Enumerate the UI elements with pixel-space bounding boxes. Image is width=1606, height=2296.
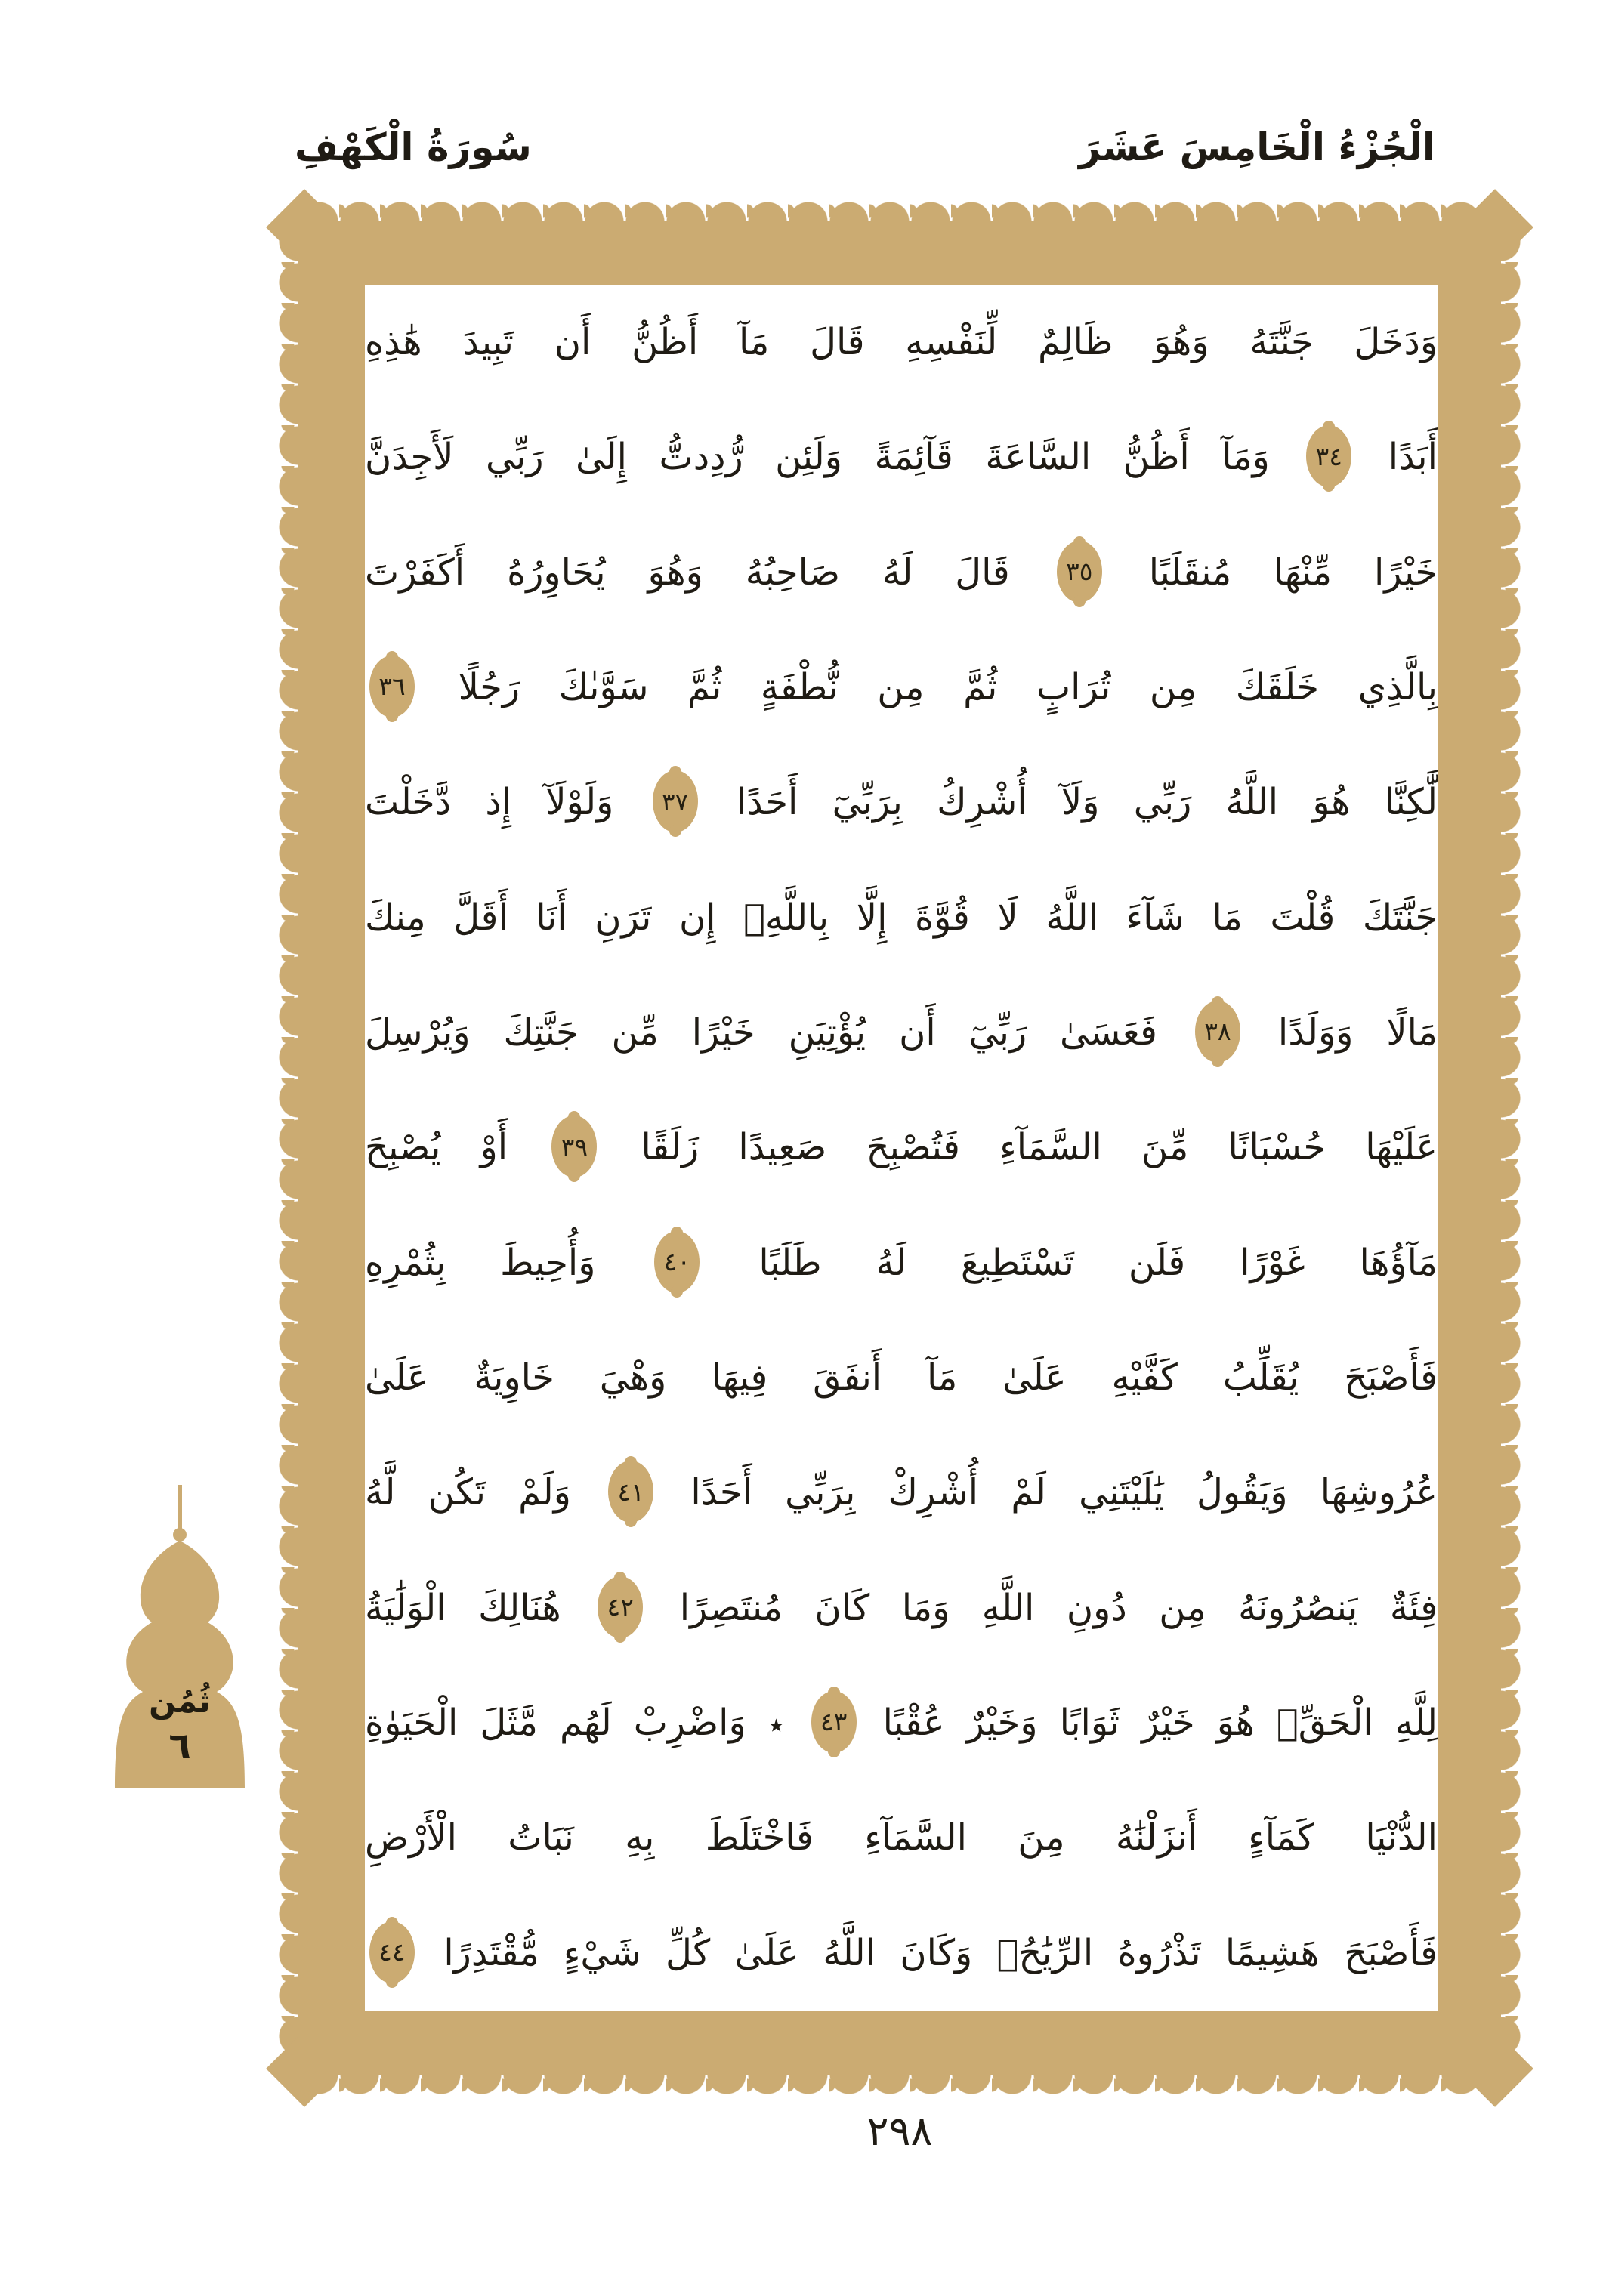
quran-line <box>365 1780 1438 1895</box>
verse-number-badge <box>608 1461 653 1523</box>
ayah-text: هُنَالِكَ الْوَلَٰيَةُ <box>365 1586 561 1629</box>
ayah-text: لِلَّهِ الْحَقِّۚ هُوَ خَيْرٌ ثَوَابًا وَخَيْرٌ عُقْبًا <box>882 1701 1438 1744</box>
ayah-text: فَأَصْبَحَ هَشِيمًا تَذْرُوهُ الرِّيَٰحُۗ وَكَانَ اللَّهُ عَلَىٰ كُلِّ شَيْءٍ مُّقْتَدِرًا <box>443 1931 1438 1974</box>
verse-number: ٤٢ <box>607 1592 634 1622</box>
ayah-text: مَآؤُهَا غَوْرًا فَلَن تَسْتَطِيعَ لَهُ طَلَبًا <box>758 1241 1438 1284</box>
ayah-text: أَوْ يُصْبِحَ <box>365 1126 508 1169</box>
quran-line <box>365 515 1438 630</box>
ayah-text: مَالًا وَوَلَدًا <box>1277 1011 1438 1054</box>
verse-number: ٣٦ <box>378 671 406 702</box>
verse-number-badge <box>654 1231 700 1293</box>
frame-scallop-top <box>298 202 1501 221</box>
quran-line <box>365 1551 1438 1665</box>
quran-line <box>365 1665 1438 1780</box>
quran-line <box>365 1435 1438 1550</box>
ayah-text: خَيْرًا مِّنْهَا مُنقَلَبًا <box>1148 551 1438 594</box>
verse-number-badge <box>551 1116 597 1177</box>
ayah-text: وَأُحِيطَ بِثُمْرِهِ <box>365 1241 596 1284</box>
quran-line <box>365 630 1438 745</box>
ayah-text: وَلَوْلَآ إِذ دَّخَلْتَ <box>365 781 614 824</box>
surah-title: سُورَةُ الْكَهْفِ <box>295 125 532 169</box>
verse-number-badge <box>598 1576 643 1638</box>
quran-line <box>365 745 1438 859</box>
verse-number-badge <box>1306 425 1351 487</box>
verse-number-badge <box>811 1691 857 1753</box>
ayah-text: عَلَيْهَا حُسْبَانًا مِّنَ السَّمَآءِ فَتُصْبِحَ صَعِيدًا زَلَقًا <box>641 1126 1438 1169</box>
ayah-text: وَدَخَلَ جَنَّتَهُ وَهُوَ ظَالِمٌ لِّنَفْسِهِ قَالَ مَآ أَظُنُّ أَن تَبِيدَ هَٰذِهِ <box>365 321 1438 363</box>
ayah-text: وَمَآ أَظُنُّ السَّاعَةَ قَآئِمَةً وَلَئِن رُّدِدتُّ إِلَىٰ رَبِّي لَأَجِدَنَّ <box>365 436 1270 479</box>
ayah-text: بِالَّذِي خَلَقَكَ مِن تُرَابٍ ثُمَّ مِن نُّطْفَةٍ ثُمَّ سَوَّىٰكَ رَجُلًا <box>458 665 1438 708</box>
ayah-text: وَاضْرِبْ لَهُم مَّثَلَ الْحَيَوٰةِ <box>365 1701 746 1744</box>
verse-number: ٤٤ <box>378 1937 406 1967</box>
page-number: ٢٩٨ <box>866 2107 933 2155</box>
thumn-number: ٦ <box>168 1725 191 1767</box>
frame-scallop-left <box>279 221 298 2075</box>
quran-line <box>365 1896 1438 2011</box>
quran-line <box>365 1205 1438 1320</box>
verse-number: ٤٣ <box>820 1707 848 1737</box>
juz-title: الْجُزْءُ الْخَامِسَ عَشَرَ <box>1079 125 1435 169</box>
ayah-text: عُرُوشِهَا وَيَقُولُ يَٰلَيْتَنِي لَمْ أُشْرِكْ بِرَبِّي أَحَدًا <box>690 1471 1438 1514</box>
quran-line <box>365 400 1438 514</box>
thumn-marker <box>106 1485 254 1788</box>
verse-number-badge <box>653 770 698 832</box>
ayah-text: فِئَةٌ يَنصُرُونَهُ مِن دُونِ اللَّهِ وَمَا كَانَ مُنتَصِرًا <box>679 1586 1438 1629</box>
frame-scallop-bottom <box>298 2075 1501 2094</box>
verse-number-badge <box>369 656 415 718</box>
quran-line <box>365 860 1438 975</box>
ayah-text: لَّٰكِنَّا هُوَ اللَّهُ رَبِّي وَلَآ أُشْرِكُ بِرَبِّيٓ أَحَدًا <box>736 781 1438 824</box>
ayah-text: جَنَّتَكَ قُلْتَ مَا شَآءَ اللَّهُ لَا قُوَّةَ إِلَّا بِاللَّهِۚ إِن تَرَنِ أَنَا أَقَلَّ مِنكَ <box>365 896 1438 939</box>
verse-number-badge <box>1057 541 1102 603</box>
quran-line <box>365 975 1438 1090</box>
ayah-text: فَأَصْبَحَ يُقَلِّبُ كَفَّيْهِ عَلَىٰ مَآ أَنفَقَ فِيهَا وَهْيَ خَاوِيَةٌ عَلَىٰ <box>365 1356 1438 1399</box>
text-area <box>365 285 1438 2011</box>
verse-number-badge <box>1195 1001 1240 1063</box>
thumn-label: ثُمُن <box>149 1683 211 1720</box>
verse-number: ٣٥ <box>1066 557 1093 587</box>
quran-line <box>365 1090 1438 1205</box>
verse-number-badge <box>369 1921 415 1983</box>
verse-number: ٣٤ <box>1315 441 1342 471</box>
ayah-text: وَلَمْ تَكُن لَّهُ <box>365 1471 571 1514</box>
frame-scallop-right <box>1501 221 1521 2075</box>
verse-number: ٤٠ <box>663 1247 691 1277</box>
verse-number: ٣٧ <box>661 786 689 816</box>
ayah-text: قَالَ لَهُ صَاحِبُهُ وَهُوَ يُحَاوِرُهُ أَكَفَرْتَ <box>365 551 1010 594</box>
ayah-text: فَعَسَىٰ رَبِّيٓ أَن يُؤْتِيَنِ خَيْرًا مِّن جَنَّتِكَ وَيُرْسِلَ <box>365 1011 1157 1054</box>
ayah-text: الدُّنْيَا كَمَآءٍ أَنزَلْنَٰهُ مِنَ السَّمَآءِ فَاخْتَلَطَ بِهِ نَبَاتُ الْأَرْضِ <box>365 1816 1438 1859</box>
verse-number: ٣٩ <box>561 1131 588 1162</box>
quran-line <box>365 1320 1438 1435</box>
hizb-star-icon: ٭ <box>767 1707 785 1742</box>
ayah-text: أَبَدًا <box>1388 436 1438 479</box>
verse-number: ٣٨ <box>1204 1017 1231 1047</box>
verse-number: ٤١ <box>617 1477 644 1507</box>
quran-line <box>365 285 1438 400</box>
